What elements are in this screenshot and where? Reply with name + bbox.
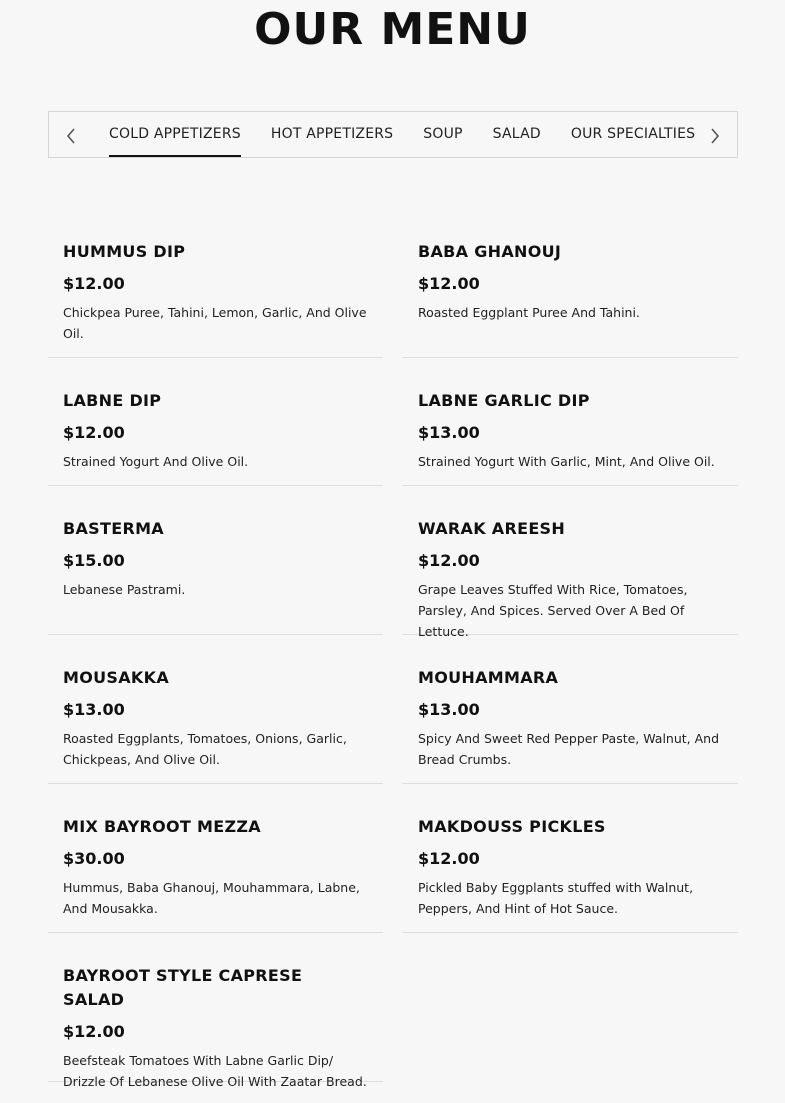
- tabs-next-button[interactable]: [703, 122, 727, 150]
- item-price: $12.00: [418, 551, 480, 570]
- item-price: $13.00: [418, 423, 480, 442]
- item-description: Roasted Eggplants, Tomatoes, Onions, Garlic, Chickpeas, And Olive Oil.: [63, 731, 347, 767]
- item-price: $12.00: [63, 274, 125, 293]
- item-name: WARAK AREESH: [418, 519, 566, 538]
- item-description: Spicy And Sweet Red Pepper Paste, Walnut, And Bread Crumbs.: [418, 731, 720, 767]
- item-description: Roasted Eggplant Puree And Tahini.: [418, 305, 640, 320]
- item-description: Hummus, Baba Ghanouj, Mouhammara, Labne, And Mousakka.: [63, 880, 360, 916]
- tab-hot-appetizers[interactable]: HOT APPETIZERS: [270, 126, 394, 142]
- category-tabs-bar: [48, 111, 738, 158]
- tab-our-specialties[interactable]: OUR SPECIALTIES: [570, 126, 696, 142]
- menu-item-basterma: [48, 486, 383, 635]
- menu-item-labne-garlic-dip: [403, 358, 738, 486]
- chevron-right-icon: [709, 127, 721, 145]
- item-name: BABA GHANOUJ: [418, 242, 562, 261]
- menu-item-baba-ghanouj: [403, 209, 738, 358]
- item-description: Beefsteak Tomatoes With Labne Garlic Dip/ Drizzle Of Lebanese Olive Oil With Zaatar Bread.: [63, 1053, 367, 1089]
- item-price: $12.00: [418, 274, 480, 293]
- item-price: $13.00: [63, 700, 125, 719]
- item-price: $15.00: [63, 551, 125, 570]
- item-price: $13.00: [418, 700, 480, 719]
- menu-item-mouhammara: [403, 635, 738, 784]
- tab-soup[interactable]: SOUP: [423, 126, 463, 142]
- item-description: Lebanese Pastrami.: [63, 582, 186, 597]
- tab-cold-appetizers[interactable]: COLD APPETIZERS: [109, 112, 241, 157]
- item-name: BASTERMA: [63, 519, 164, 538]
- item-name: MOUHAMMARA: [418, 668, 559, 687]
- tab-salad[interactable]: SALAD: [492, 126, 541, 142]
- item-name: LABNE GARLIC DIP: [418, 391, 590, 410]
- tabs-prev-button[interactable]: [59, 122, 83, 150]
- item-name: MAKDOUSS PICKLES: [418, 817, 606, 836]
- item-name: HUMMUS DIP: [63, 242, 186, 261]
- item-price: $12.00: [63, 423, 125, 442]
- item-name: BAYROOT STYLE CAPRESE SALAD: [63, 966, 303, 1009]
- chevron-left-icon: [65, 127, 77, 145]
- item-price: $30.00: [63, 849, 125, 868]
- item-description: Strained Yogurt And Olive Oil.: [63, 454, 249, 469]
- menu-item-mousakka: [48, 635, 383, 784]
- tabs-list: [109, 112, 725, 157]
- item-description: Grape Leaves Stuffed With Rice, Tomatoes, Parsley, And Spices. Served Over A Bed Of Lettuce.: [418, 582, 688, 639]
- item-description: Pickled Baby Eggplants stuffed with Walnut, Peppers, And Hint of Hot Sauce.: [418, 880, 694, 916]
- item-description: Strained Yogurt With Garlic, Mint, And Olive Oil.: [418, 454, 715, 469]
- item-price: $12.00: [418, 849, 480, 868]
- menu-items-grid: [48, 209, 738, 1089]
- item-name: LABNE DIP: [63, 391, 162, 410]
- menu-item-makdouss-pickles: [403, 784, 738, 933]
- item-description: Chickpea Puree, Tahini, Lemon, Garlic, And Olive Oil.: [63, 305, 367, 341]
- menu-item-hummus-dip: [48, 209, 383, 358]
- item-price: $12.00: [63, 1022, 125, 1041]
- menu-item-warak-areesh: [403, 486, 738, 639]
- page-title: OUR MENU: [254, 4, 531, 55]
- item-name: MIX BAYROOT MEZZA: [63, 817, 261, 836]
- menu-item-labne-dip: [48, 358, 383, 486]
- item-name: MOUSAKKA: [63, 668, 170, 687]
- menu-item-mix-bayroot-mezza: [48, 784, 383, 933]
- menu-item-bayroot-style-caprese-salad: [48, 933, 383, 1089]
